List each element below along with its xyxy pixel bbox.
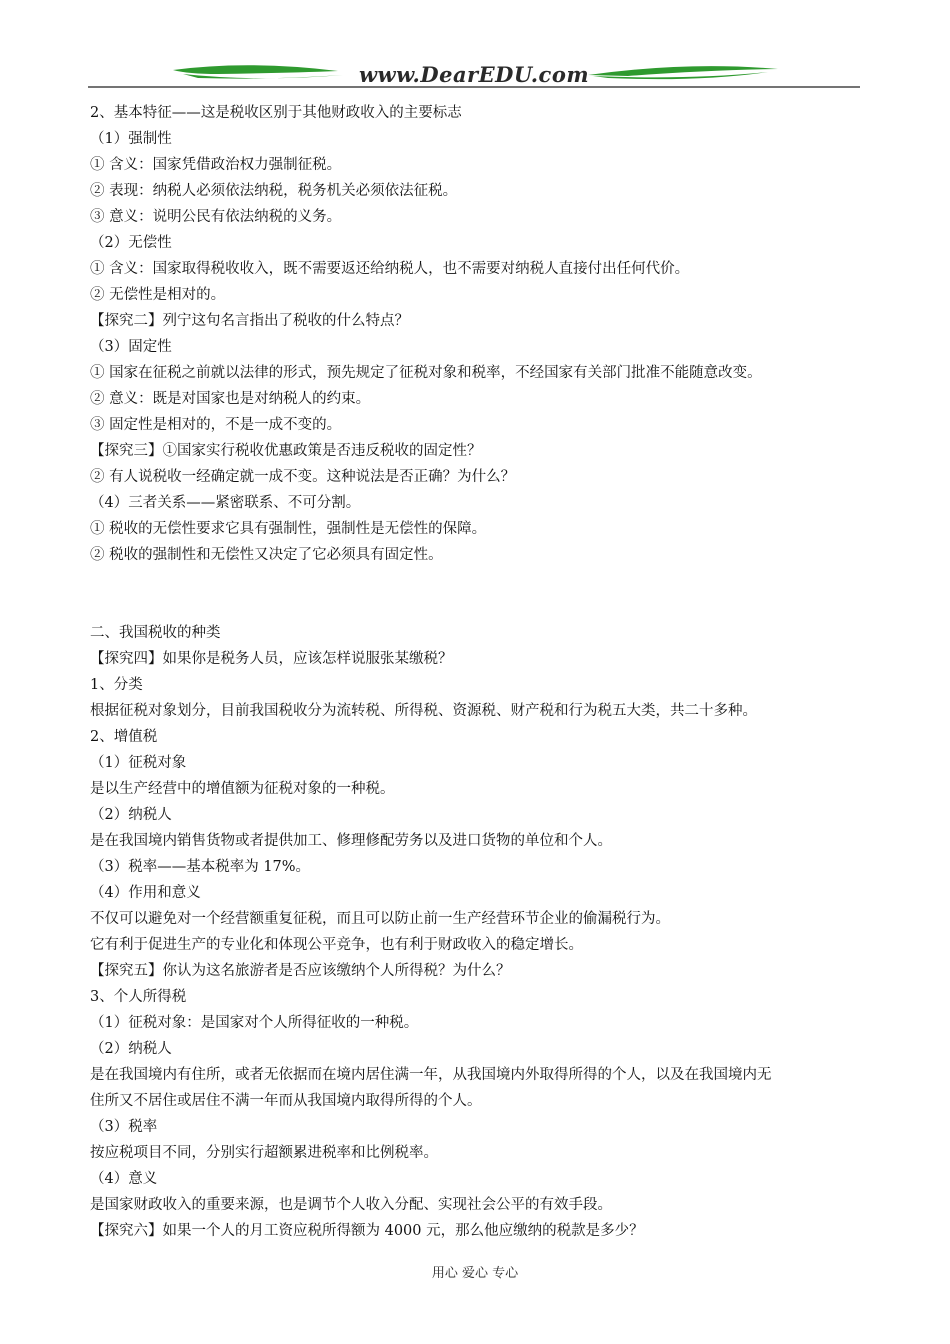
text-line: 按应税项目不同，分别实行超额累进税率和比例税率。 <box>90 1145 438 1161</box>
text-line: ① 国家在征税之前就以法律的形式，预先规定了征税对象和税率，不经国家有关部门批准不能随意改变。 <box>90 365 762 381</box>
text-line: 【探究二】列宁这句名言指出了税收的什么特点？ <box>90 313 409 329</box>
text-line: ① 税收的无偿性要求它具有强制性，强制性是无偿性的保障。 <box>90 521 487 537</box>
text-line: 根据征税对象划分，目前我国税收分为流转税、所得税、资源税、财产税和行为税五大类，共二十多种。 <box>90 703 757 719</box>
text-line: 【探究四】如果你是税务人员，应该怎样说服张某缴税？ <box>90 651 453 667</box>
text-line: （3）固定性 <box>90 339 172 355</box>
text-line: ① 含义：国家凭借政治权力强制征税。 <box>90 157 342 173</box>
text-line: ③ 意义：说明公民有依法纳税的义务。 <box>90 209 342 225</box>
text-line: 不仅可以避免对一个经营额重复征税，而且可以防止前一生产经营环节企业的偷漏税行为。 <box>90 911 670 927</box>
text-line: （4）作用和意义 <box>90 885 201 901</box>
text-line: 2、增值税 <box>90 729 158 745</box>
text-line: 是以生产经营中的增值额为征税对象的一种税。 <box>90 781 395 797</box>
site-logo-text: www.DearEDU.com <box>358 62 590 87</box>
text-line: （2）纳税人 <box>90 807 172 823</box>
text-line: ② 税收的强制性和无偿性又决定了它必须具有固定性。 <box>90 547 443 563</box>
text-line: （1）征税对象：是国家对个人所得征收的一种税。 <box>90 1015 419 1031</box>
text-line: （4）三者关系——紧密联系、不可分割。 <box>90 495 361 511</box>
text-line: ② 无偿性是相对的。 <box>90 287 226 303</box>
text-line: （4）意义 <box>90 1171 158 1187</box>
text-line: ① 含义：国家取得税收收入，既不需要返还给纳税人，也不需要对纳税人直接付出任何代价。 <box>90 261 690 277</box>
text-line: （2）无偿性 <box>90 235 172 251</box>
text-line: ② 表现：纳税人必须依法纳税，税务机关必须依法征税。 <box>90 183 458 199</box>
text-line: 它有利于促进生产的专业化和体现公平竞争，也有利于财政收入的稳定增长。 <box>90 937 583 953</box>
text-line: 【探究六】如果一个人的月工资应税所得额为 4000 元，那么他应缴纳的税款是多少？ <box>90 1223 644 1239</box>
text-line: ② 有人说税收一经确定就一成不变。这种说法是否正确？为什么？ <box>90 469 516 485</box>
text-line: （3）税率 <box>90 1119 158 1135</box>
text-line: 是国家财政收入的重要来源，也是调节个人收入分配、实现社会公平的有效手段。 <box>90 1197 612 1213</box>
document-body <box>90 100 870 1244</box>
page-header <box>88 58 860 90</box>
section-heading: 二、我国税收的种类 <box>90 625 221 641</box>
text-line: 【探究五】你认为这名旅游者是否应该缴纳个人所得税？为什么？ <box>90 963 511 979</box>
text-line: 是在我国境内销售货物或者提供加工、修理修配劳务以及进口货物的单位和个人。 <box>90 833 612 849</box>
text-line: ② 意义：既是对国家也是对纳税人的约束。 <box>90 391 371 407</box>
text-line: 2、基本特征——这是税收区别于其他财政收入的主要标志 <box>90 105 462 121</box>
text-line: ③ 固定性是相对的，不是一成不变的。 <box>90 417 342 433</box>
text-line: 3、个人所得税 <box>90 989 187 1005</box>
text-line: （3）税率——基本税率为 17%。 <box>90 859 311 875</box>
text-line: 住所又不居住或居住不满一年而从我国境内取得所得的个人。 <box>90 1093 482 1109</box>
text-line: （2）纳税人 <box>90 1041 172 1057</box>
text-line: 【探究三】①国家实行税收优惠政策是否违反税收的固定性？ <box>90 443 482 459</box>
section-spacer <box>90 568 870 620</box>
text-line: （1）征税对象 <box>90 755 187 771</box>
text-line: 1、分类 <box>90 677 143 693</box>
text-line: 是在我国境内有住所，或者无依据而在境内居住满一年，从我国境内外取得所得的个人，以及在我国境内无 <box>90 1067 772 1083</box>
text-line: （1）强制性 <box>90 131 172 147</box>
page-footer: 用心 爱心 专心 <box>431 1266 519 1281</box>
